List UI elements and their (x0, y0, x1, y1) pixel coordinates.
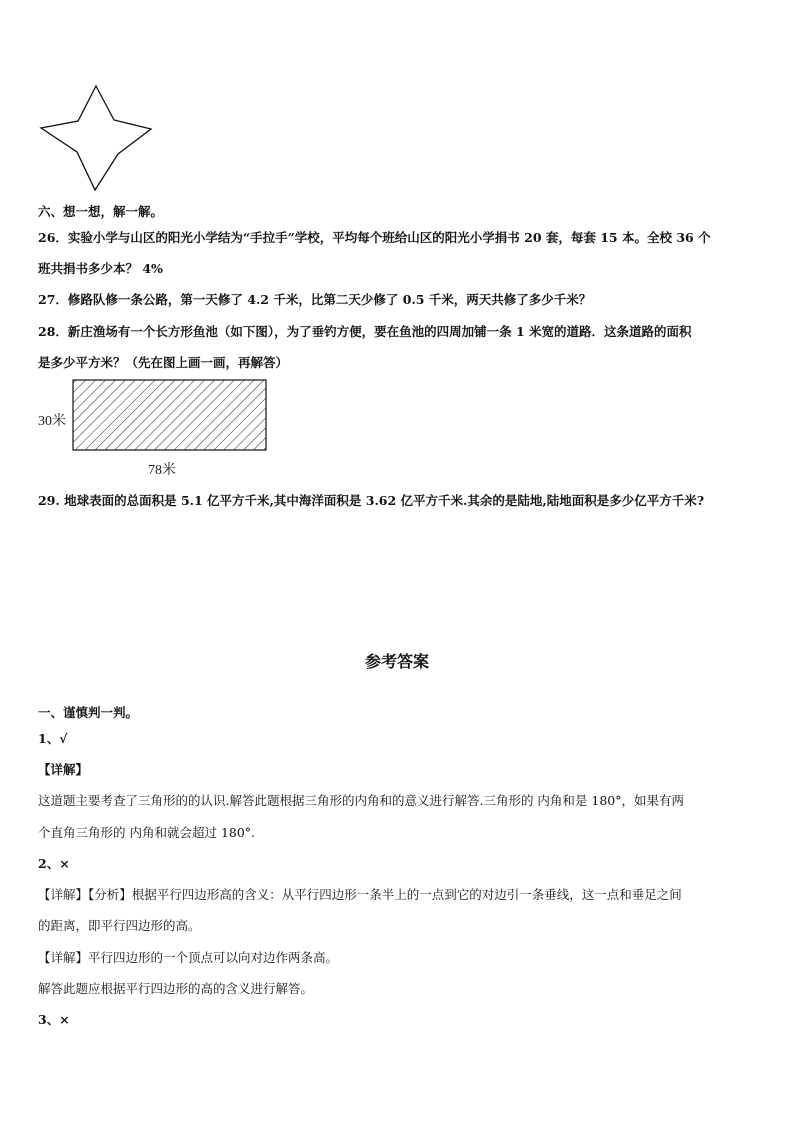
hatched-rectangle (73, 380, 266, 450)
question-27: 27．修路队修一条公路，第一天修了 4.2 千米，比第二天少修了 0.5 千米，两天共修了多少千米？ (38, 292, 592, 307)
question-26-line1: 26．实验小学与山区的阳光小学结为“手拉手”学校，平均每个班给山区的阳光小学捐书 20 套，每套 15 本。全校 36 个 (38, 230, 711, 245)
question-29: 29. 地球表面的总面积是 5.1 亿平方千米,其中海洋面积是 3.62 亿平方千米.其余的是陆地,陆地面积是多少亿平方千米? (38, 493, 705, 508)
answer-1-mark: 1、√ (38, 731, 68, 746)
answer-2-conclusion: 解答此题应根据平行四边形的高的含义进行解答。 (38, 981, 314, 996)
height-label: 30米 (38, 414, 66, 429)
question-28-line1: 28．新庄渔场有一个长方形鱼池（如下图），为了垂钓方便，要在鱼池的四周加铺一条 1 米宽的道路．这条道路的面积 (38, 324, 692, 339)
answer-1-detail-tag: 【详解】 (38, 762, 89, 777)
width-label: 78米 (148, 463, 176, 478)
question-28-line2: 是多少平方米？（先在图上画一画，再解答） (38, 355, 289, 370)
answer-2-detail: 【详解】平行四边形的一个顶点可以向对边作两条高。 (38, 950, 339, 965)
section6-title: 六、想一想，解一解。 (38, 204, 164, 219)
question-26-line2: 班共捐书多少本？ 4% (38, 261, 163, 276)
answer-title: 参考答案 (364, 652, 429, 671)
six-pointed-star-figure (38, 84, 154, 192)
answer-1-text-line2: 个直角三角形的 内角和就会超过 180°. (38, 825, 256, 840)
answer-1-text-line1: 这道题主要考查了三角形的的认识.解答此题根据三角形的内角和的意义进行解答.三角形的 内角和是 180°，如果有两 (38, 793, 685, 808)
answer-2-analysis-line2: 的距离，即平行四边形的高。 (38, 918, 201, 933)
answer-2-analysis-line1: 【详解】【分析】根据平行四边形高的含义：从平行四边形一条半上的一点到它的对边引一条垂线，这一点和垂足之间 (38, 887, 682, 902)
section1-title: 一、谨慎判一判。 (38, 705, 139, 720)
answer-2-mark: 2、× (38, 856, 70, 871)
answer-3-mark: 3、× (38, 1012, 70, 1027)
fish-pond-figure (38, 378, 270, 478)
